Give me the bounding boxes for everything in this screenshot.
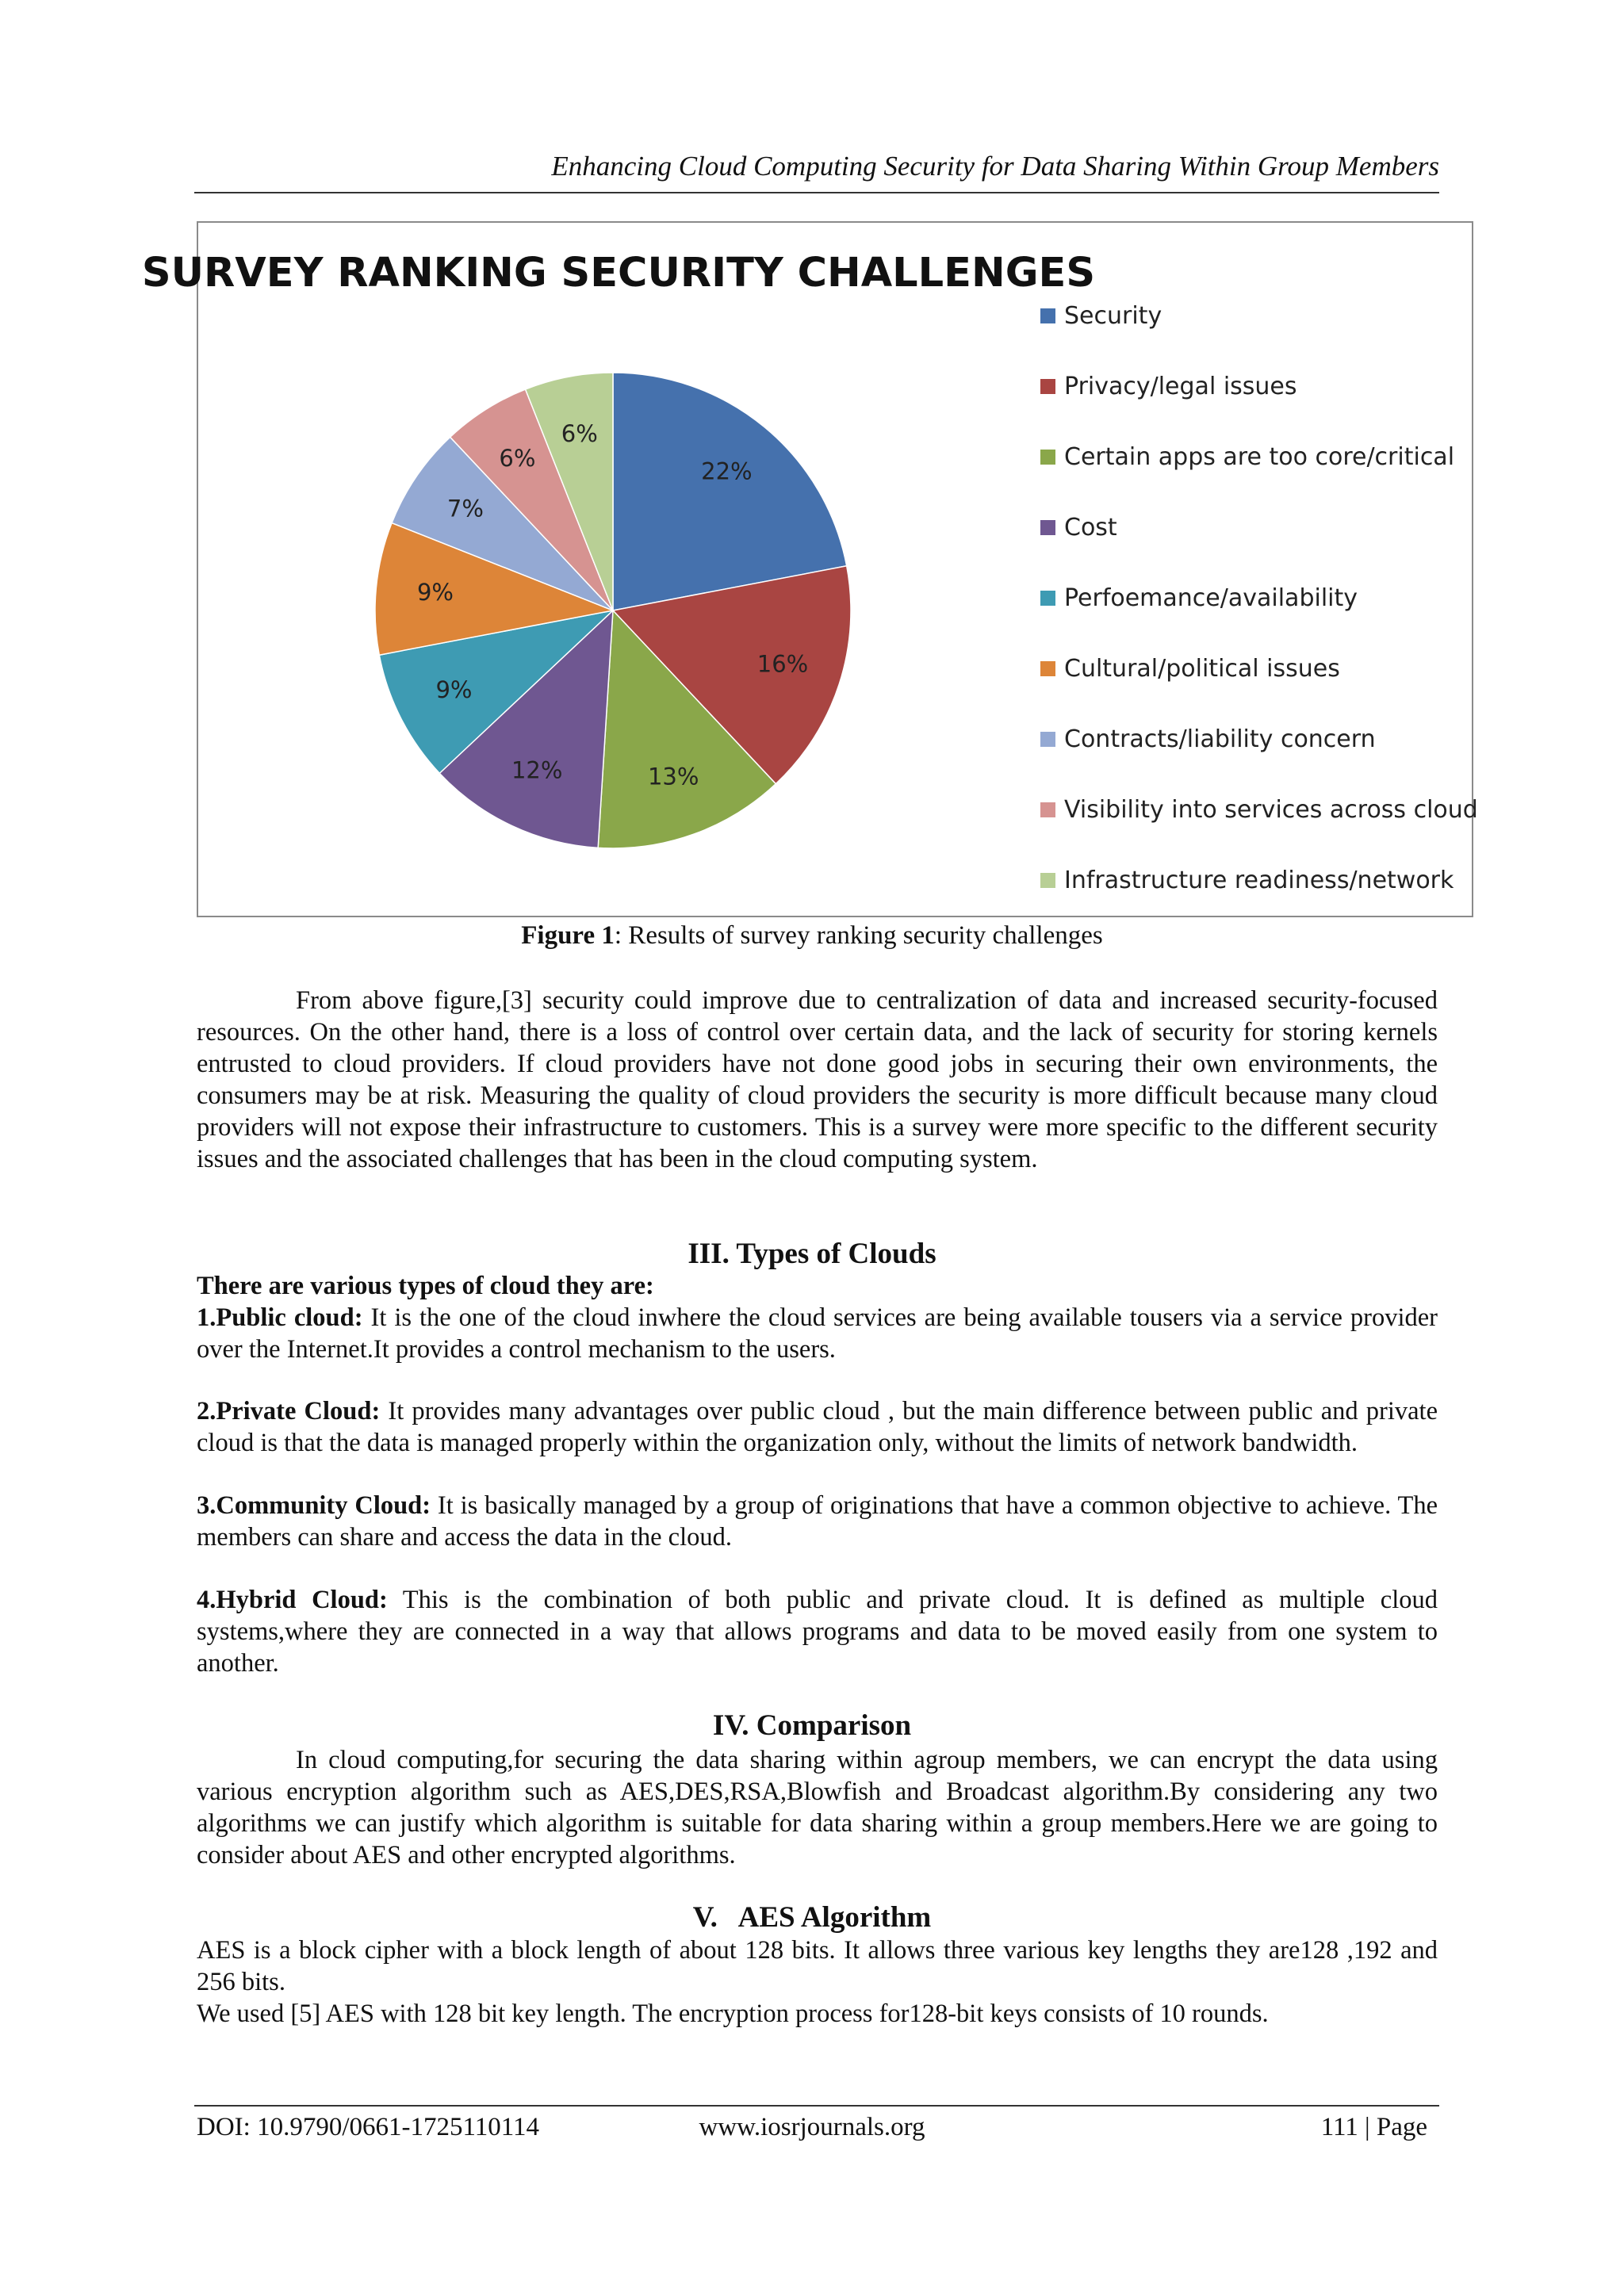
private-cloud-paragraph	[197, 1395, 1438, 1459]
legend-label: Contracts/liability concern	[1064, 725, 1376, 753]
public-cloud-text: It is the one of the cloud inwhere the cloud services are being available tousers via a service provider over the Internet.It provides a control mechanism to the users.	[197, 1303, 1438, 1364]
public-cloud-label: 1.Public cloud:	[197, 1303, 363, 1332]
legend-swatch	[1040, 873, 1055, 888]
section-heading-comparison: IV. Comparison	[712, 1709, 912, 1742]
types-lead: There are various types of cloud they are:	[197, 1272, 654, 1300]
pie-data-label: 9%	[435, 676, 473, 704]
footer-rule	[194, 2105, 1439, 2107]
legend-label: Cost	[1064, 513, 1117, 541]
legend-label: Privacy/legal issues	[1064, 372, 1297, 400]
legend-label: Security	[1064, 301, 1162, 330]
pie-data-label: 13%	[647, 763, 699, 790]
legend-swatch	[1040, 591, 1055, 606]
legend-swatch	[1040, 308, 1055, 323]
pie-data-label: 7%	[446, 495, 484, 522]
figure-label: Figure 1	[521, 921, 615, 950]
legend-swatch	[1040, 661, 1055, 676]
section-heading-aes: V. AES Algorithm	[692, 1901, 932, 1934]
intro-paragraph: From above figure,[3] security could improve due to centralization of data and increased security-focused resources. On the other hand, there is a loss of control over certain data, and the lack of security for storing kernels entrusted to cloud providers. If cloud providers have not done good jobs in securing their own environments, the consumers may be at risk. Measuring the quality of cloud providers the security is more difficult because many cloud providers will not expose their infrastructure to customers. This is a survey were more specific to the different security issues and the associated challenges that has been in the cloud computing system.	[197, 986, 1438, 1173]
hybrid-cloud-label: 4.Hybrid Cloud:	[197, 1586, 388, 1614]
legend-item	[1040, 723, 1376, 755]
figure-caption	[0, 921, 1624, 951]
legend-label: Cultural/political issues	[1064, 654, 1340, 683]
chart-title: SURVEY RANKING SECURITY CHALLENGES	[141, 250, 1096, 297]
hybrid-cloud-paragraph	[197, 1584, 1438, 1679]
pie-data-label: 22%	[701, 457, 753, 485]
legend-item	[1040, 300, 1162, 331]
legend-item	[1040, 441, 1454, 473]
community-cloud-text: It is basically managed by a group of originations that have a common objective to achieve. The members can share and access the data in the cloud.	[197, 1491, 1438, 1552]
legend-swatch	[1040, 802, 1055, 817]
legend-item	[1040, 652, 1340, 684]
legend-swatch	[1040, 520, 1055, 535]
legend-swatch	[1040, 450, 1055, 465]
private-cloud-text: It provides many advantages over public cloud , but the main difference between public and private cloud is that the data is managed properly within the organization only, without the limits of network bandwidth.	[197, 1397, 1438, 1457]
legend-item	[1040, 511, 1117, 543]
legend-label: Infrastructure readiness/network	[1064, 866, 1454, 894]
aes-paragraph-1: AES is a block cipher with a block length of about 128 bits. It allows three various key lengths they are128 ,192 and 256 bits.	[197, 1936, 1438, 1996]
footer-doi: DOI: 10.9790/0661-1725110114	[197, 2113, 540, 2141]
private-cloud-label: 2.Private Cloud:	[197, 1397, 381, 1425]
public-cloud-paragraph	[197, 1302, 1438, 1365]
legend-item	[1040, 370, 1297, 402]
comparison-paragraph: In cloud computing,for securing the data sharing within agroup members, we can encrypt the data using various encryption algorithm such as AES,DES,RSA,Blowfish and Broadcast algorithm.By considering any two algorithms we can justify which algorithm is suitable for data sharing within a group members.Here we are going to consider about AES and other encrypted algorithms.	[197, 1746, 1438, 1869]
footer-page-number: 111 | Page	[1320, 2113, 1427, 2141]
hybrid-cloud-text: This is the combination of both public and private cloud. It is defined as multiple cloud systems,where they are connected in a way that allows programs and data to be moved easily from one system to another.	[197, 1586, 1438, 1678]
legend-swatch	[1040, 732, 1055, 747]
legend-label: Visibility into services across cloud	[1064, 795, 1478, 824]
figure-caption-text: : Results of survey ranking security challenges	[614, 921, 1103, 950]
pie-data-label: 6%	[499, 445, 536, 472]
legend-item	[1040, 794, 1478, 825]
pie-data-label: 16%	[756, 650, 809, 678]
legend-label: Certain apps are too core/critical	[1064, 442, 1455, 471]
pie-data-label: 6%	[561, 420, 598, 447]
legend-item	[1040, 864, 1454, 896]
pie-data-label: 12%	[511, 756, 563, 784]
running-header: Enhancing Cloud Computing Security for Data Sharing Within Group Members	[551, 151, 1439, 182]
section-heading-types: III. Types of Clouds	[688, 1238, 936, 1270]
community-cloud-label: 3.Community Cloud:	[197, 1491, 431, 1520]
footer-website: www.iosrjournals.org	[699, 2113, 925, 2141]
legend-item	[1040, 582, 1358, 614]
aes-paragraph-2: We used [5] AES with 128 bit key length. The encryption process for128-bit keys consists of 10 rounds.	[197, 1999, 1269, 2028]
legend-label: Perfoemance/availability	[1064, 584, 1358, 612]
pie-data-label: 9%	[416, 578, 454, 606]
community-cloud-paragraph	[197, 1490, 1438, 1553]
legend-swatch	[1040, 379, 1055, 394]
